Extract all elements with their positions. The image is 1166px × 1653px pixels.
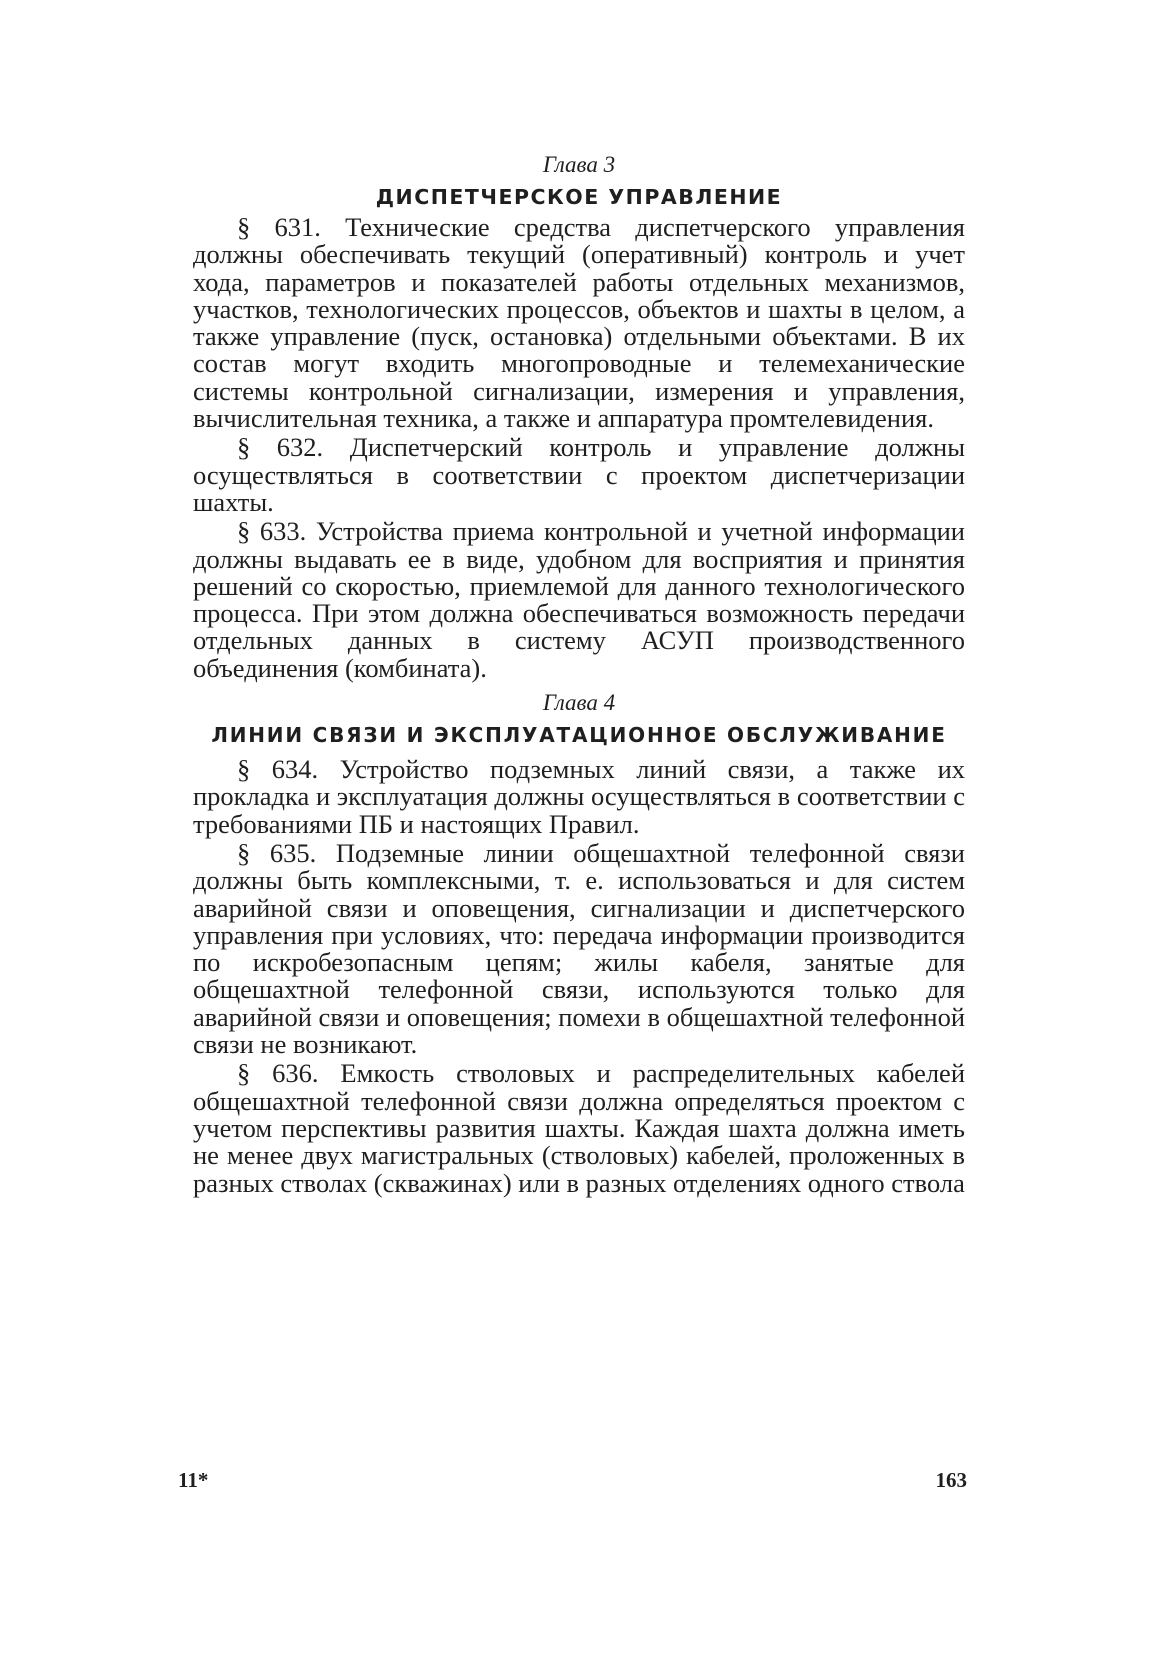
signature-mark: 11* [178, 1468, 209, 1492]
page-body [193, 150, 965, 1199]
paragraph-635: § 635. Подземные линии общешахтной телефонной связи должны быть комплексными, т. е. использоваться и для систем аварийной связи и оповещения, сигнализации и диспетчерского управления при условиях, что: передача информации производится по искробезопасным цепям; жилы кабеля, занятые для общешахтной телефонной связи, используются только для аварийной связи и оповещения; помехи в общешахтной телефонной связи не возникают. [193, 837, 965, 1060]
paragraph-634: § 634. Устройство подземных линий связи, а также их прокладка и эксплуатация должны осуществляться в соответствии с требованиями ПБ и настоящих Правил. [193, 754, 965, 839]
paragraph-632: § 632. Диспетчерский контроль и управление должны осуществляться в соответствии с проектом диспетчеризации шахты. [193, 432, 965, 517]
paragraph-633: § 633. Устройства приема контрольной и учетной информации должны выдавать ее в виде, удобном для восприятия и принятия решений со скоростью, приемлемой для данного технологического процесса. При этом должна обеспечиваться возможность передачи отдельных данных в систему АСУП производственного объединения (комбината). [193, 516, 965, 683]
chapter-4-title: ЛИНИИ СВЯЗИ И ЭКСПЛУАТАЦИОННОЕ ОБСЛУЖИВАНИЕ [211, 723, 947, 748]
page-number: 163 [935, 1468, 967, 1492]
paragraph-636: § 636. Емкость стволовых и распределительных кабелей общешахтной телефонной связи должна определяться проектом с учетом перспективы развития шахты. Каждая шахта должна иметь не менее двух магистральных (стволовых) кабелей, проложенных в разных стволах (скважинах) или в разных отделениях одного ствола [193, 1058, 965, 1198]
paragraph-631: § 631. Технические средства диспетчерского управления должны обеспечивать текущий (оперативный) контроль и учет хода, параметров и показателей работы отдельных механизмов, участков, технологических процессов, объектов и шахты в целом, а также управление (пуск, остановка) отдельными объектами. В их состав могут входить многопроводные и телемеханические системы контрольной сигнализации, измерения и управления, вычислительная техника, а также и аппаратура промтелевидения. [193, 212, 965, 434]
chapter-4-label: Глава 4 [542, 690, 616, 716]
chapter-3-label: Глава 3 [542, 152, 616, 177]
page-footer [178, 1468, 967, 1493]
chapter-3-title: ДИСПЕТЧЕРСКОЕ УПРАВЛЕНИЕ [375, 185, 783, 209]
